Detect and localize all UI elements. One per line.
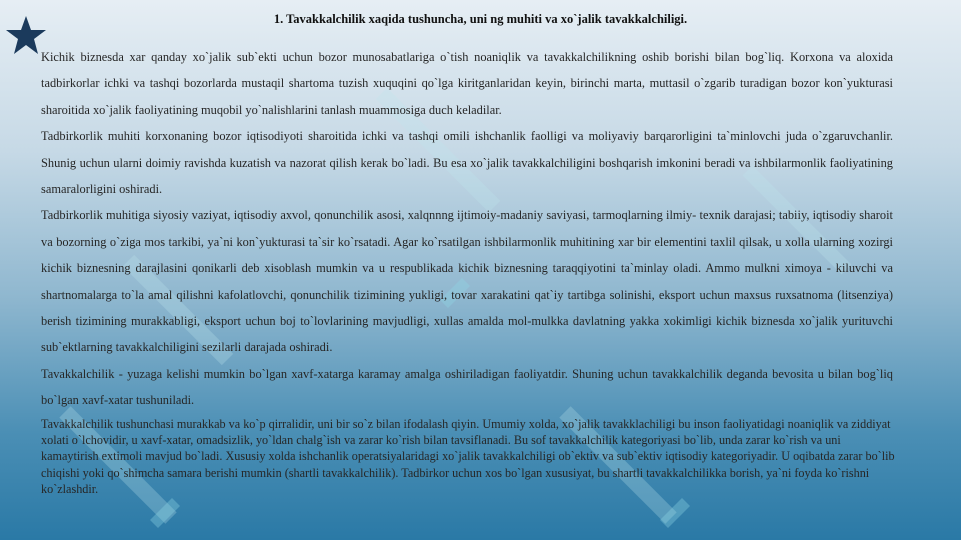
paragraph: Kichik biznesda xar qanday xo`jalik sub`ekti uchun bozor munosabatlariga o`tish noaniqlik va tavakkalchilikning oshib borishi bilan bog`liq. Korxona va aloxida tadbirkorlar ichki va tashqi bozorlarda mustaqil shartoma tuzish xuquqini qo`lga kiritganlaridan keyin, birinchi marta, muttasil o`zgarib turadigan bozor kon`yukturasi sharoitida xo`jalik faoliyatining muqobil yo`nalishlarini tanlash muammosiga duch keladilar. xyxy=(41,50,893,117)
paragraph: Tavakkalchilik - yuzaga kelishi mumkin bo`lgan xavf-xatarga karamay amalga oshiriladigan faoliyatdir. Shuning uchun tavakkalchilik deganda bevosita u bilan bog`liq bo`lgan xavf-xatar tushuniladi. xyxy=(41,366,893,408)
slide-body xyxy=(41,44,893,414)
paragraph: Tadbirkorlik muhiti korxonaning bozor iqtisodiyoti sharoitida ichki va tashqi omili ishchanlik faolligi va moliyaviy barqarorligini ta`minlovchi juda o`zgaruvchanlir. Shunig uchun ularni doimiy ravishda kuzatish va nazorat qilish kerak bo`ladi. Bu esa xo`jalik tavakkalchiligini boshqarish imkonini beradi va ishbilarmonlik faoliyatining samaralorligini oshiradi. xyxy=(41,129,893,197)
paragraph: Tadbirkorlik muhitiga siyosiy vaziyat, iqtisodiy axvol, qonunchilik asosi, xalqnnng ijtimoiy-madaniy saviyasi, tarmoqlarning ilmiy- texnik darajasi; tabiiy, iqtisodiy sharoit va bozorning o`ziga mos tarkibi, ya`ni kon`yukturasi ta`sir ko`rsatadi. Agar ko`rsatilgan ishbilarmonlik muhitining xar bir elementini taxlil qilsak, u xolla ularning xozirgi kichik biznesning darajlasini qonikarli deb xisoblash mumkin va u respublikada kichik biznesning taraqqiyotini ta`minlay oladi. Ammo mulkni ximoya - kiluvchi va shartnomalarga to`la amal qilishni kafolatlovchi, qonunchilik tizimining yukligi, tovar xarakatini qat`iy tartibga solinishi, eksport uchun maxsus ruxsatnoma (litsenziya) berish tizimining murakkabligi, eksport uchun boj to`lovlarining mavjudligi, xullas amalda mol-mulkka davlatning yakka xokimligi kichik biznesda xo`jalik yurituvchi sub`ektlarning tavakkalchiligini sezilarli darajada oshiradi. xyxy=(41,208,893,355)
slide-title: 1. Tavakkalchilik xaqida tushuncha, uni ng muhiti va xo`jalik tavakkalchiligi. xyxy=(273,12,688,26)
overlapping-paragraph: Tavakkalchilik tushunchasi murakkab va ko`p qirralidir, uni bir so`z bilan ifodalash qiyin. Umumiy xolda, xo`jalik tavakklachiligi bu inson faoliyatidagi noaniqlik va ziddiyat xolati o`lchovidir, u xavf-xatar, omadsizlik, yo`ldan chalg`ish va zarar ko`rish bilan tavsiflanadi. Bu sof tavakkalchilik kategoriyasi bo`lib, unda zarar ko`rish va uni kamaytirish extimoli mavjud bo`ladi. Xususiy xolda ishchanlik operatsiyalaridagi xo`jalik tavakkalchiligi ob`ektiv va sub`ektiv iqtisodiy kategoriyadir. U oqibatda zarar bo`lib chiqishi yoki qo`shimcha samara berishi mumkin (shartli tavakkalchilik). Tadbirkor uchun xos bo`lgan xususiyat, bu shartli tavakkalchilikka borish, ya`ni foyda ko`rishni ko`zlashdir. xyxy=(41,417,895,496)
